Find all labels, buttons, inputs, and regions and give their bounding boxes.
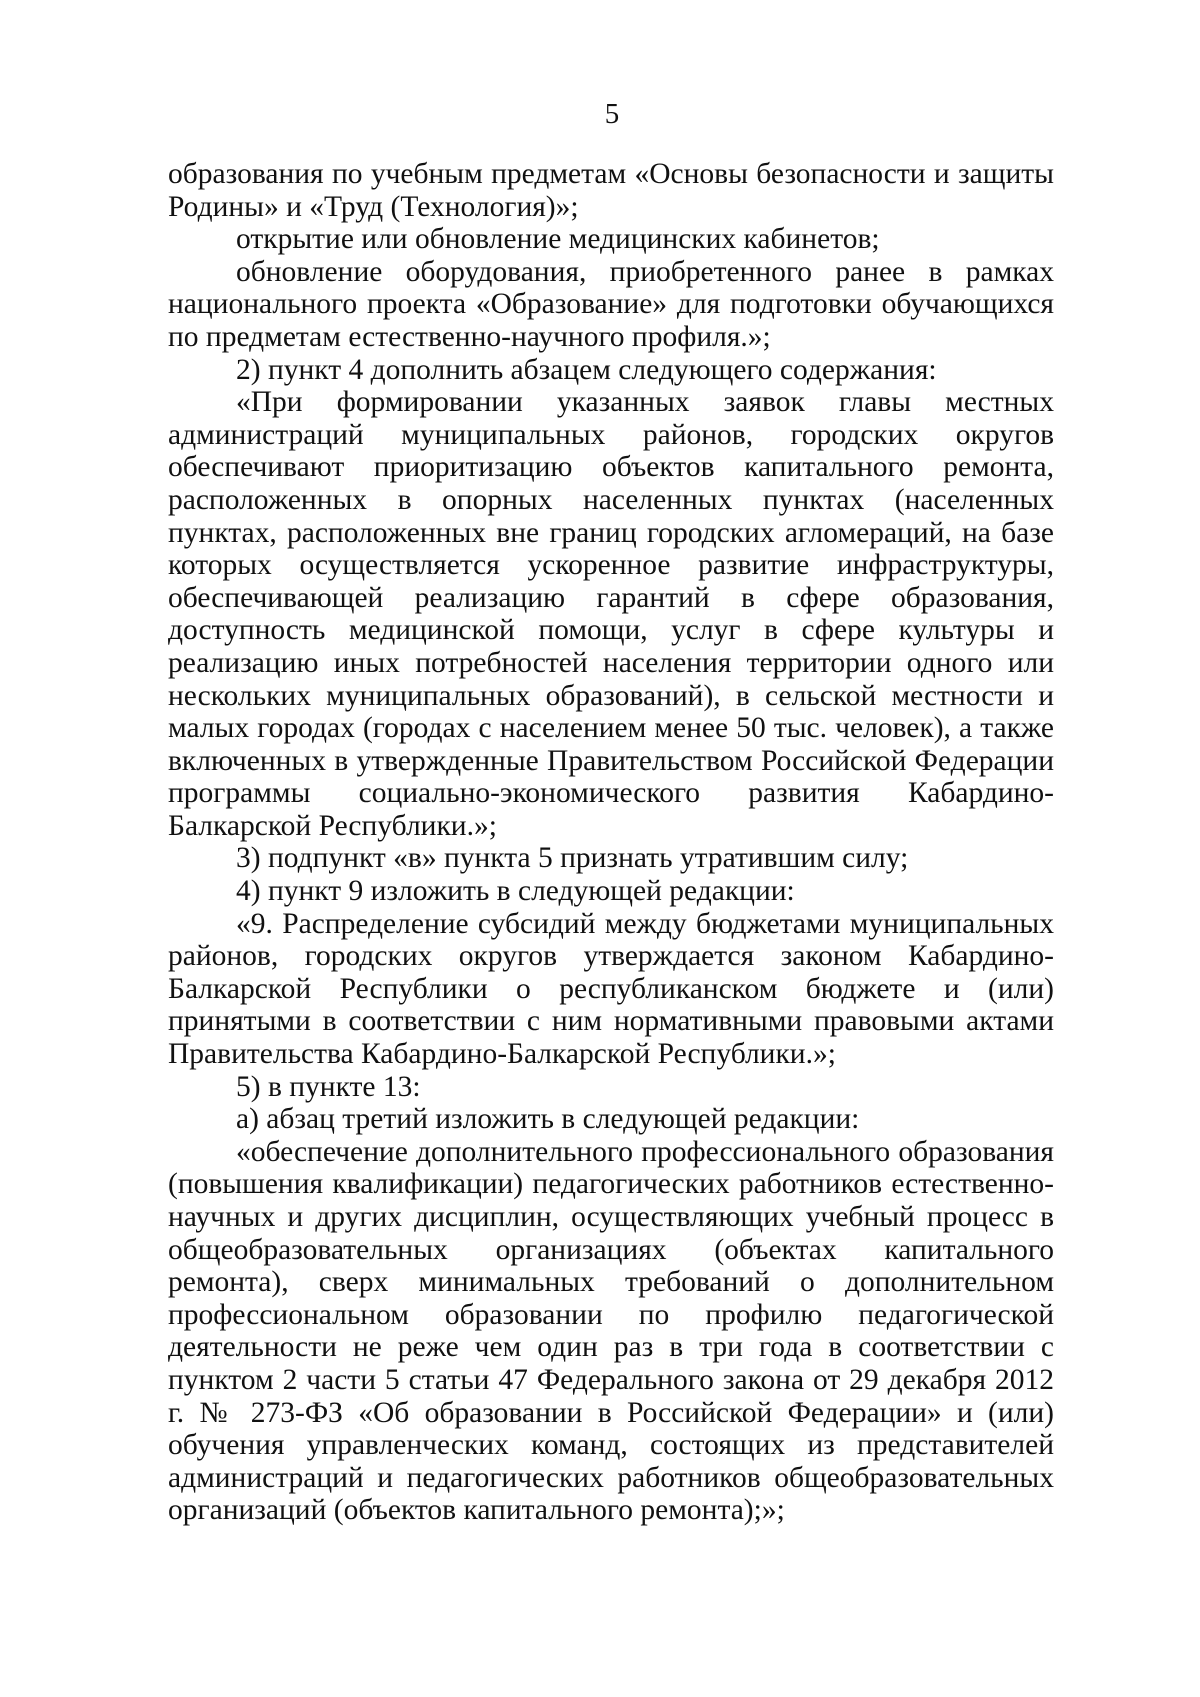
paragraph: образования по учебным предметам «Основы безопасности и защиты Родины» и «Труд (Технология)»;: [168, 158, 1054, 223]
page-number: 5: [604, 98, 620, 130]
paragraph: «9. Распределение субсидий между бюджетами муниципальных районов, городских округов утверждается законом Кабардино-Балкарской Республики о республиканском бюджете и (или) принятыми в соответствии с ним нормативными правовыми актами Правительства Кабардино-Балкарской Республики.»;: [168, 907, 1054, 1071]
paragraph: 3) подпункт «в» пункта 5 признать утратившим силу;: [236, 842, 909, 875]
paragraph: 5) в пункте 13:: [236, 1070, 421, 1103]
document-body: [168, 158, 1054, 1527]
paragraph: 2) пункт 4 дополнить абзацем следующего содержания:: [236, 353, 937, 386]
paragraph: а) абзац третий изложить в следующей редакции:: [236, 1103, 860, 1136]
paragraph: «обеспечение дополнительного профессионального образования (повышения квалификации) педагогических работников естественно-научных и других дисциплин, осуществляющих учебный процесс в общеобразовательных организациях (объектах капитального ремонта), сверх минимальных требований о дополнительном профессиональном образовании по профилю педагогической деятельности не реже чем один раз в три года в соответствии с пунктом 2 части 5 статьи 47 Федерального закона от 29 декабря 2012 г. № 273-ФЗ «Об образовании в Российской Федерации» и (или) обучения управленческих команд, состоящих из представителей администраций и педагогических работников общеобразовательных организаций (объектов капитального ремонта);»;: [168, 1135, 1054, 1527]
paragraph: обновление оборудования, приобретенного ранее в рамках национального проекта «Образование» для подготовки обучающихся по предметам естественно-научного профиля.»;: [168, 255, 1054, 353]
paragraph: открытие или обновление медицинских кабинетов;: [236, 223, 880, 256]
paragraph: 4) пункт 9 изложить в следующей редакции:: [236, 875, 795, 908]
paragraph: «При формировании указанных заявок главы местных администраций муниципальных районов, городских округов обеспечивают приоритизацию объектов капитального ремонта, расположенных в опорных населенных пунктах (населенных пунктах, расположенных вне границ городских агломераций, на базе которых осуществляется ускоренное развитие инфраструктуры, обеспечивающей реализацию гарантий в сфере образования, доступность медицинской помощи, услуг в сфере культуры и реализацию иных потребностей населения территории одного или нескольких муниципальных образований), в сельской местности и малых городах (городах с населением менее 50 тыс. человек), а также включенных в утвержденные Правительством Российской Федерации программы социально-экономического развития Кабардино-Балкарской Республики.»;: [168, 386, 1054, 842]
